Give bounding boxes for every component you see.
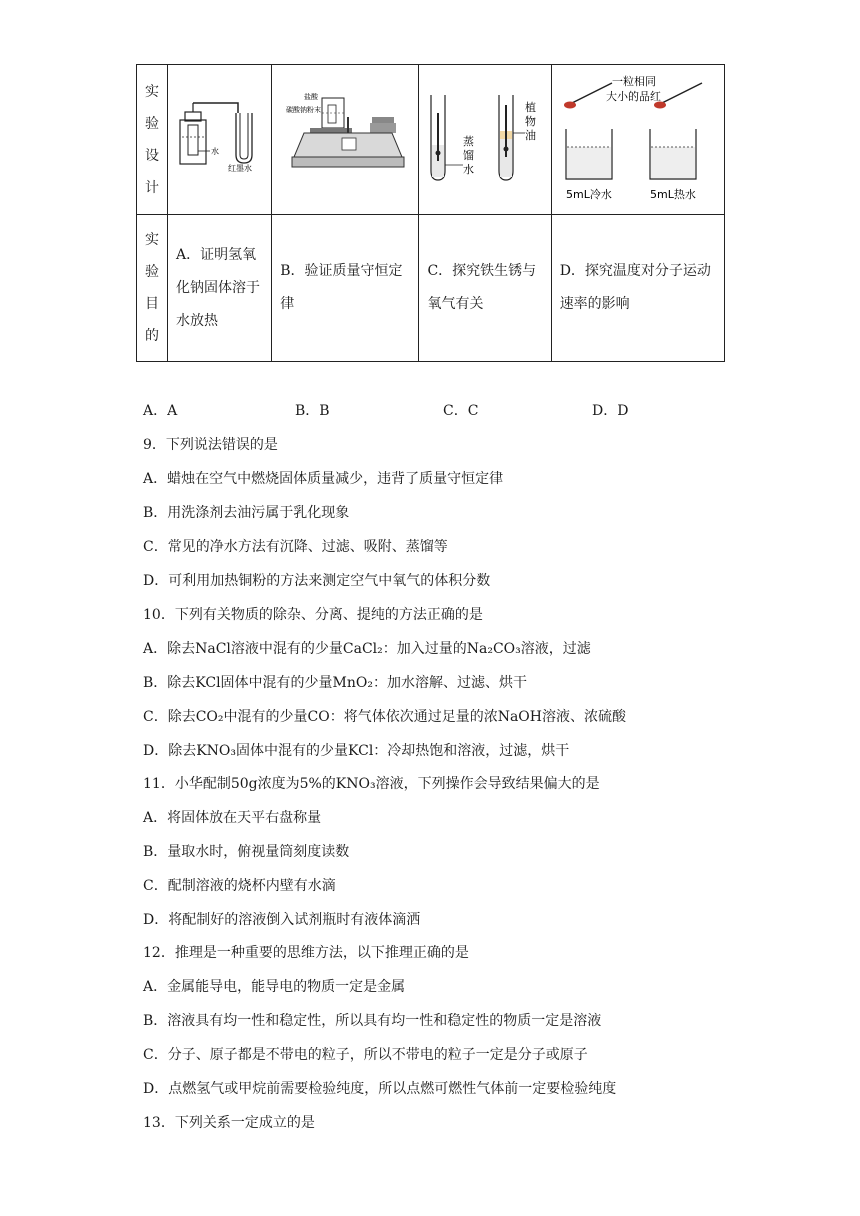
header-char: 验 [145,264,160,280]
design-row [137,65,725,215]
powder-label: 碳酸钠粉末 [286,106,322,114]
q8-option-b[interactable]: B．B [295,403,330,419]
q8-option-a[interactable]: A．A [143,403,178,419]
q9-option-c[interactable]: C．常见的净水方法有沉降、过滤、吸附、蒸馏等 [143,539,448,555]
q12-option-a[interactable]: A．金属能导电，能导电的物质一定是金属 [143,979,406,995]
experiment-table [136,64,725,362]
q13-stem: 13．下列关系一定成立的是 [143,1115,315,1131]
oil-char: 植 [525,101,537,114]
q10-option-c[interactable]: C．除去CO₂中混有的少量CO：将气体依次通过足量的浓NaOH溶液、浓硫酸 [143,709,626,725]
q9-option-d[interactable]: D．可利用加热铜粉的方法来测定空气中氧气的体积分数 [143,573,491,589]
purpose-row [137,215,725,362]
figure-a-cell [168,65,272,215]
distilled-char: 馏 [463,149,475,162]
q10-option-d[interactable]: D．除去KNO₃固体中混有的少量KCl：冷却热饱和溶液，过滤，烘干 [143,743,570,759]
q11-option-a[interactable]: A．将固体放在天平右盘称量 [143,810,322,826]
purpose-c: C．探究铁生锈与氧气有关 [419,215,551,362]
distilled-char: 水 [463,163,475,176]
header-char: 计 [145,179,160,196]
header-char: 的 [145,328,160,344]
header-char: 实 [145,232,160,248]
q9-stem: 9．下列说法错误的是 [143,437,278,453]
q11-stem: 11．小华配制50g浓度为5%的KNO₃溶液，下列操作会导致结果偏大的是 [143,776,600,792]
oil-char: 油 [525,129,537,142]
figure-c-cell [419,65,551,215]
header-char: 实 [145,83,160,100]
figure-d-cell [551,65,724,215]
q9-option-b[interactable]: B．用洗涤剂去油污属于乳化现象 [143,505,350,521]
hot-water-label: 5mL热水 [649,188,696,201]
q12-option-c[interactable]: C．分子、原子都是不带电的粒子，所以不带电的粒子一定是分子或原子 [143,1047,588,1063]
q12-option-d[interactable]: D．点燃氢气或甲烷前需要检验纯度，所以点燃可燃性气体前一定要检验纯度 [143,1081,617,1097]
header-char: 验 [145,115,160,132]
red-ink-label: 红墨水 [228,164,253,173]
header-char: 设 [145,147,160,164]
q8-option-c[interactable]: C．C [443,403,479,419]
purpose-a: A．证明氢氧化钠固体溶于水放热 [168,215,272,362]
figure-b-balance [272,65,419,210]
q11-option-d[interactable]: D．将配制好的溶液倒入试剂瓶时有液体滴洒 [143,912,421,928]
callout-line1: 一粒相同 [611,75,656,88]
q11-option-b[interactable]: B．量取水时，俯视量筒刻度读数 [143,844,350,860]
water-label: 水 [211,147,220,156]
design-row-header [137,65,168,215]
purpose-row-header [137,215,168,362]
purpose-b: B．验证质量守恒定律 [272,215,419,362]
figure-c-test-tubes [419,65,551,210]
acid-label: 盐酸 [304,93,319,101]
q10-stem: 10．下列有关物质的除杂、分离、提纯的方法正确的是 [143,607,483,623]
header-char: 目 [145,296,160,312]
distilled-char: 蒸 [463,135,475,148]
q9-option-a[interactable]: A．蜡烛在空气中燃烧固体质量减少，违背了质量守恒定律 [143,471,504,487]
figure-a-flask-u-tube [168,65,272,210]
q10-option-b[interactable]: B．除去KCl固体中混有的少量MnO₂：加水溶解、过滤、烘干 [143,675,528,691]
q11-option-c[interactable]: C．配制溶液的烧杯内壁有水滴 [143,878,336,894]
q12-stem: 12．推理是一种重要的思维方法，以下推理正确的是 [143,945,469,961]
purpose-d: D．探究温度对分子运动速率的影响 [551,215,724,362]
figure-d-beakers [552,65,725,210]
oil-char: 物 [525,115,537,128]
cold-water-label: 5mL冷水 [565,188,612,201]
q8-options [143,400,743,422]
q8-option-d[interactable]: D．D [592,403,629,419]
callout-line2: 大小的品红 [605,90,661,103]
q10-option-a[interactable]: A．除去NaCl溶液中混有的少量CaCl₂：加入过量的Na₂CO₃溶液，过滤 [143,641,591,657]
q12-option-b[interactable]: B．溶液具有均一性和稳定性，所以具有均一性和稳定性的物质一定是溶液 [143,1013,602,1029]
figure-b-cell [272,65,419,215]
